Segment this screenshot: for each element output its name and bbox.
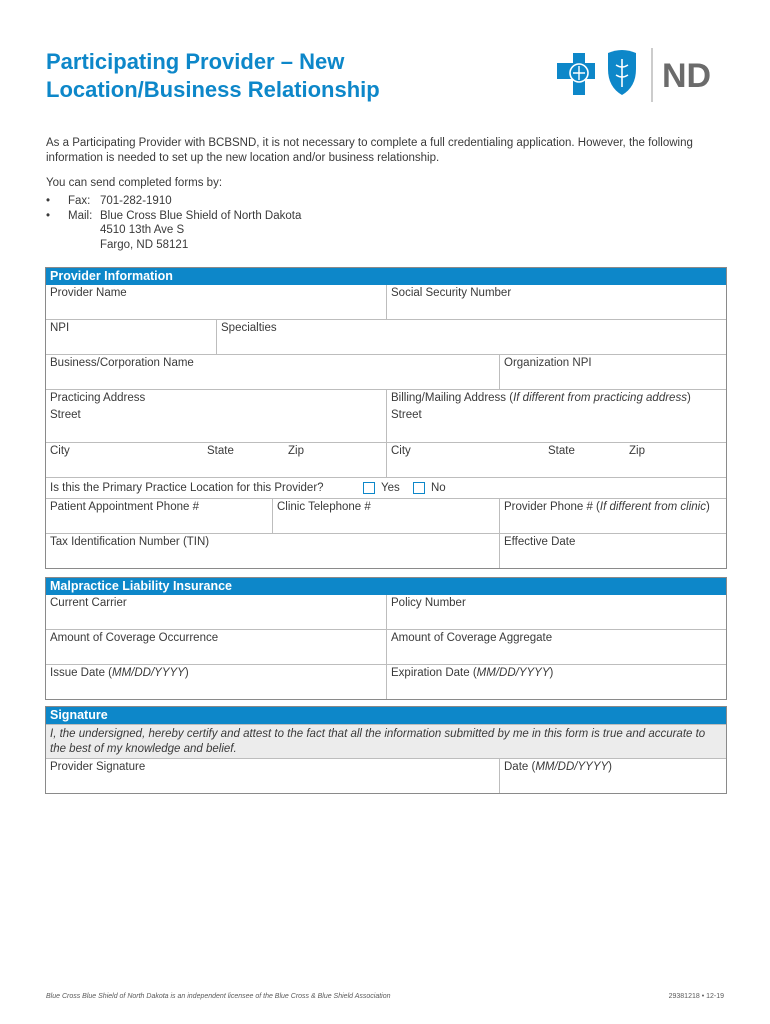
primary-location-question	[46, 477, 726, 498]
title-line-2: Location/Business Relationship	[46, 77, 380, 102]
intro-paragraph: As a Participating Provider with BCBSND, it is not necessary to complete a full credentialing application. However, the following information is needed to set up the new location and/or business relationship.	[46, 137, 693, 164]
current-carrier-field[interactable]	[46, 595, 386, 629]
org-npi-field[interactable]	[499, 355, 726, 389]
billing-street-label: Street	[391, 409, 422, 421]
mail-line-1: Blue Cross Blue Shield of North Dakota	[100, 209, 302, 222]
appointment-phone-field[interactable]	[46, 499, 272, 533]
org-npi-label: Organization NPI	[504, 357, 592, 369]
coverage-aggregate-label: Amount of Coverage Aggregate	[391, 632, 553, 644]
blue-shield-icon	[608, 50, 636, 95]
bcbs-nd-logo	[556, 47, 728, 103]
npi-field[interactable]	[46, 320, 216, 354]
practicing-street-label: Street	[50, 409, 81, 421]
policy-number-label: Policy Number	[391, 597, 466, 609]
billing-city-state-zip-field[interactable]	[386, 443, 726, 477]
fax-item: • Fax: 701-282-1910	[46, 195, 172, 207]
coverage-occurrence-field[interactable]	[46, 630, 386, 664]
logo-nd-text: ND	[662, 57, 712, 95]
appointment-phone-label: Patient Appointment Phone #	[50, 501, 199, 513]
practicing-city-label: City	[50, 445, 70, 457]
effective-date-field[interactable]	[499, 534, 726, 568]
mail-line-3: Fargo, ND 58121	[100, 238, 189, 251]
footer-form-number: 29381218 • 12-19	[668, 993, 724, 1000]
fax-value: 701-282-1910	[100, 195, 172, 207]
expiration-date-label: Expiration Date (	[391, 667, 477, 679]
send-heading: You can send completed forms by:	[46, 177, 223, 189]
provider-name-field[interactable]	[46, 285, 386, 319]
billing-city-label: City	[391, 445, 411, 457]
provider-information-section	[45, 267, 727, 569]
practicing-address-label: Practicing Address	[50, 392, 146, 404]
clinic-phone-label: Clinic Telephone #	[277, 501, 371, 513]
signature-date-label: Date (	[504, 761, 536, 773]
signature-date-format: MM/DD/YYYY	[535, 761, 609, 773]
coverage-occurrence-label: Amount of Coverage Occurrence	[50, 632, 219, 644]
billing-address-label: Billing/Mailing Address (	[391, 392, 514, 404]
provider-phone-close: )	[705, 501, 710, 513]
billing-address-close: )	[686, 392, 691, 404]
ssn-label: Social Security Number	[391, 287, 512, 299]
signature-section	[45, 706, 727, 794]
practicing-state-label: State	[207, 445, 234, 457]
mail-item: • Mail: Blue Cross Blue Shield of North Dakota	[46, 209, 302, 222]
no-checkbox[interactable]	[413, 482, 425, 494]
issue-date-field[interactable]	[46, 665, 386, 699]
page-title	[46, 48, 526, 104]
provider-phone-field[interactable]	[499, 499, 726, 533]
provider-phone-note: If different from clinic	[599, 501, 706, 513]
policy-number-field[interactable]	[386, 595, 726, 629]
send-methods	[46, 194, 301, 252]
billing-zip-label: Zip	[629, 445, 645, 457]
issue-date-close: )	[184, 667, 189, 679]
mail-label: Mail:	[68, 209, 93, 222]
title-line-1: Participating Provider – New	[46, 49, 345, 74]
coverage-aggregate-field[interactable]	[386, 630, 726, 664]
signature-date-field[interactable]	[499, 759, 726, 793]
billing-state-label: State	[548, 445, 575, 457]
ssn-field[interactable]	[386, 285, 726, 319]
footer-disclaimer: Blue Cross Blue Shield of North Dakota is an independent licensee of the Blue Cross & Blue Shield Association	[46, 993, 391, 1000]
effective-date-label: Effective Date	[504, 536, 576, 548]
billing-address-field[interactable]	[386, 390, 726, 442]
clinic-phone-field[interactable]	[272, 499, 499, 533]
fax-label: Fax:	[68, 195, 91, 207]
practicing-zip-label: Zip	[288, 445, 304, 457]
malpractice-heading: Malpractice Liability Insurance	[46, 577, 726, 595]
provider-signature-field[interactable]	[46, 759, 499, 793]
mail-line-2: 4510 13th Ave S	[100, 224, 185, 236]
business-name-label: Business/Corporation Name	[50, 357, 194, 369]
expiration-date-field[interactable]	[386, 665, 726, 699]
specialties-field[interactable]	[216, 320, 726, 354]
certification-text: I, the undersigned, hereby certify and attest to the fact that all the information submitted by me in this form is true and accurate to the best of my knowledge and belief.	[46, 724, 726, 758]
malpractice-section	[45, 577, 727, 700]
yes-label: Yes	[381, 482, 400, 494]
tin-field[interactable]	[46, 534, 499, 568]
npi-label: NPI	[50, 322, 70, 334]
billing-address-note: If different from practicing address	[513, 392, 687, 404]
primary-location-label: Is this the Primary Practice Location for this Provider?	[50, 482, 324, 494]
yes-checkbox[interactable]	[363, 482, 375, 494]
practicing-city-state-zip-field[interactable]	[46, 443, 386, 477]
practicing-address-field[interactable]	[46, 390, 386, 442]
signature-heading: Signature	[46, 706, 726, 724]
specialties-label: Specialties	[221, 322, 277, 334]
provider-name-label: Provider Name	[50, 287, 127, 299]
provider-phone-label: Provider Phone # (	[504, 501, 600, 513]
tin-label: Tax Identification Number (TIN)	[50, 536, 210, 548]
issue-date-label: Issue Date (	[50, 667, 112, 679]
issue-date-format: MM/DD/YYYY	[112, 667, 185, 679]
signature-date-close: )	[608, 761, 613, 773]
provider-information-heading: Provider Information	[46, 267, 726, 285]
provider-signature-label: Provider Signature	[50, 761, 146, 773]
business-name-field[interactable]	[46, 355, 499, 389]
no-label: No	[431, 482, 446, 494]
expiration-date-close: )	[549, 667, 554, 679]
current-carrier-label: Current Carrier	[50, 597, 127, 609]
blue-cross-icon	[557, 53, 595, 95]
expiration-date-format: MM/DD/YYYY	[476, 667, 550, 679]
